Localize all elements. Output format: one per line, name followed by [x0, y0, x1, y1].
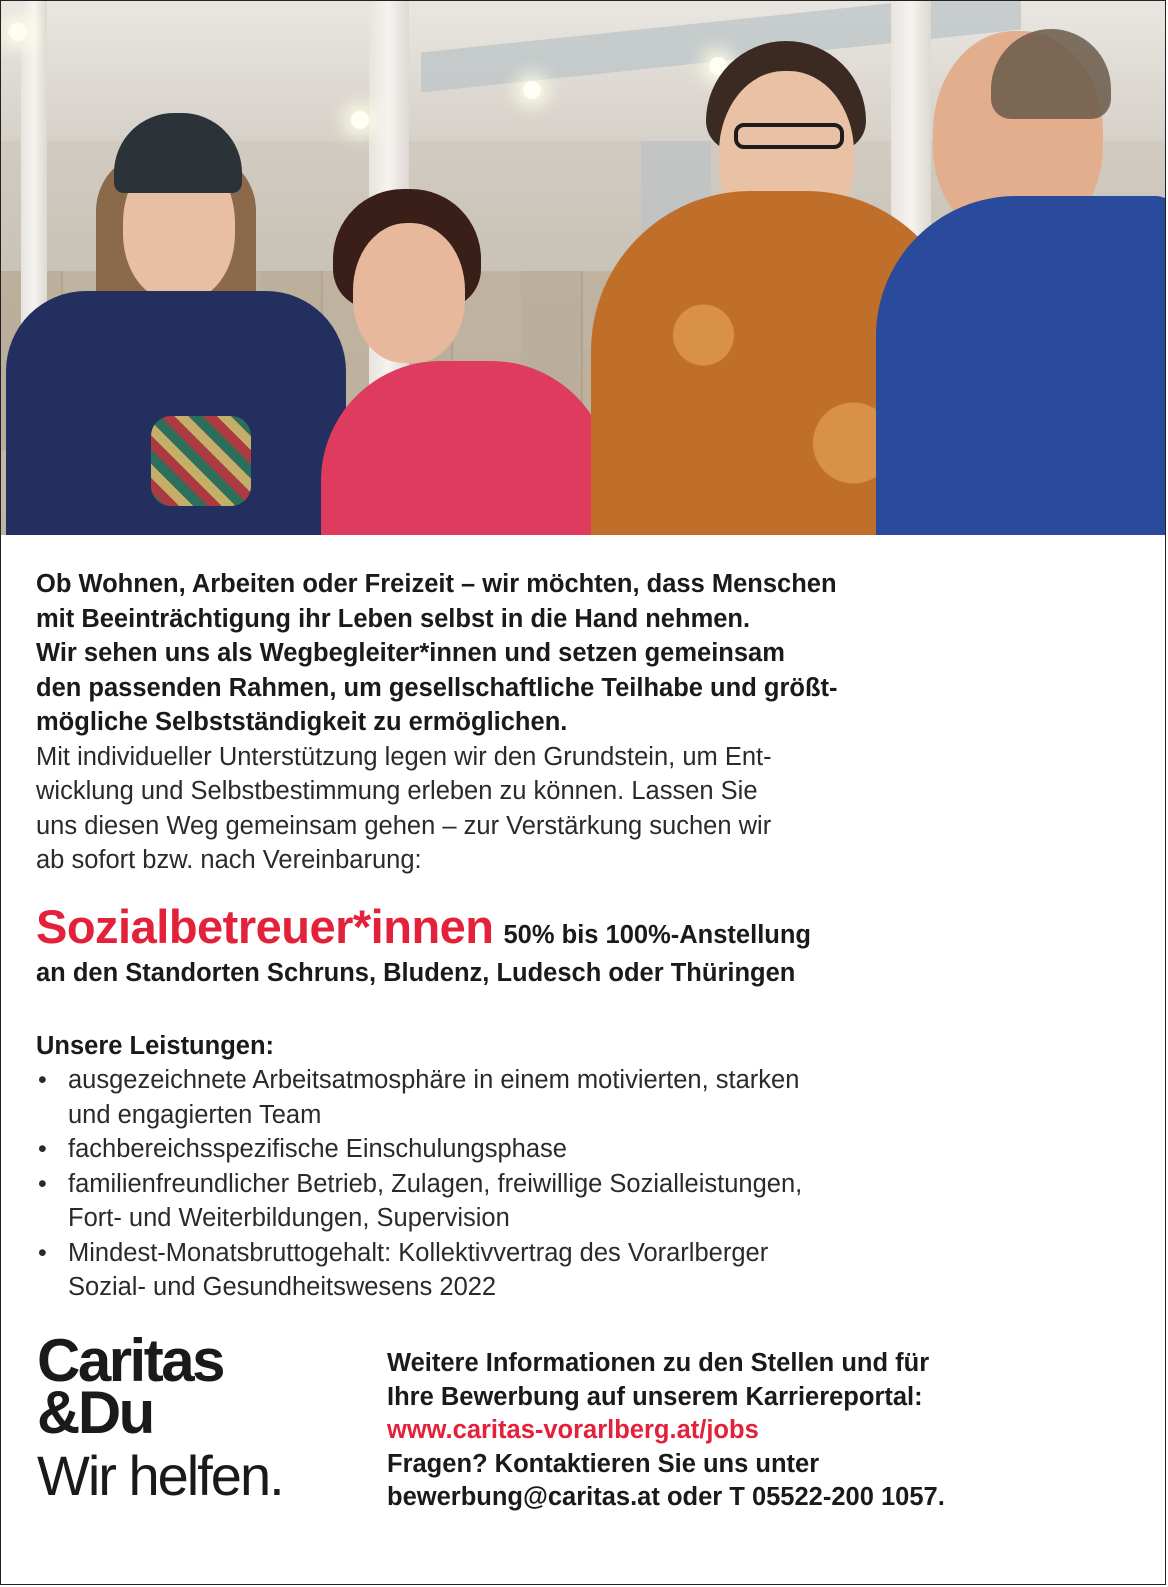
bullet-icon: • [38, 1169, 47, 1198]
light-icon [9, 23, 27, 41]
light-icon [351, 111, 369, 129]
contact-line: Ihre Bewerbung auf unserem Karriereportal: [387, 1382, 923, 1411]
benefit-line: fachbereichsspezifische Einschulungsphase [68, 1135, 567, 1163]
benefit-line: Fort- und Weiterbildungen, Supervision [68, 1204, 510, 1232]
sweater-emblem [151, 416, 251, 506]
intro-line: wicklung und Selbstbestimmung erleben zu können. Lassen Sie [36, 777, 758, 805]
intro-bold-line: Ob Wohnen, Arbeiten oder Freizeit – wir möchten, dass Menschen [36, 570, 837, 598]
benefit-line: ausgezeichnete Arbeitsatmosphäre in einem motivierten, starken [68, 1066, 800, 1094]
caritas-logo [37, 1327, 283, 1511]
benefit-line: und engagierten Team [68, 1100, 322, 1129]
glasses-icon [734, 123, 844, 149]
job-title: Sozialbetreuer*innen [36, 900, 494, 953]
intro-line: uns diesen Weg gemeinsam gehen – zur Verstärkung suchen wir [36, 811, 772, 840]
list-item [36, 1132, 1116, 1167]
bullet-icon: • [38, 1238, 47, 1267]
list-item [36, 1063, 1116, 1132]
team-photo [1, 1, 1166, 535]
benefit-line: Mindest-Monatsbruttogehalt: Kollektivvertrag des Vorarlberger [68, 1238, 769, 1267]
list-item [36, 1167, 1116, 1236]
intro-bold-line: den passenden Rahmen, um gesellschaftliche Teilhabe und größt- [36, 673, 838, 702]
logo-slogan: Wir helfen. [37, 1444, 283, 1507]
intro-bold-line: mit Beeinträchtigung ihr Leben selbst in die Hand nehmen. [36, 604, 751, 633]
job-title-row [36, 899, 811, 955]
person-face [353, 223, 465, 363]
job-extent: 50% bis 100%-Anstellung [503, 921, 812, 949]
benefit-line: familienfreundlicher Betrieb, Zulagen, freiwillige Sozialleistungen, [68, 1169, 803, 1198]
intro-text [36, 567, 1136, 878]
intro-bold-line: Wir sehen uns als Wegbegleiter*innen und setzen gemeinsam [36, 639, 785, 667]
contact-line: Weitere Informationen zu den Stellen und für [387, 1349, 930, 1377]
contact-email-phone[interactable]: bewerbung@caritas.at oder T 05522-200 1057. [387, 1483, 945, 1511]
light-icon [523, 81, 541, 99]
logo-and-du: &Du [37, 1379, 153, 1446]
benefits-heading: Unsere Leistungen: [36, 1032, 275, 1060]
contact-info [387, 1347, 1147, 1515]
list-item [36, 1236, 1116, 1305]
bullet-icon: • [38, 1135, 47, 1163]
intro-line: ab sofort bzw. nach Vereinbarung: [36, 846, 422, 874]
benefits-list [36, 1063, 1116, 1305]
career-portal-link[interactable]: www.caritas-vorarlberg.at/jobs [387, 1416, 759, 1444]
job-locations: an den Standorten Schruns, Bludenz, Ludesch oder Thüringen [36, 959, 796, 987]
intro-line: Mit individueller Unterstützung legen wir den Grundstein, um Ent- [36, 742, 772, 771]
intro-bold-line: mögliche Selbstständigkeit zu ermöglichen. [36, 708, 568, 736]
contact-line: Fragen? Kontaktieren Sie uns unter [387, 1449, 820, 1478]
logo-caritas: Caritas [37, 1327, 223, 1394]
bullet-icon: • [38, 1066, 47, 1094]
benefit-line: Sozial- und Gesundheitswesens 2022 [68, 1273, 497, 1301]
blue-overall [876, 196, 1166, 535]
